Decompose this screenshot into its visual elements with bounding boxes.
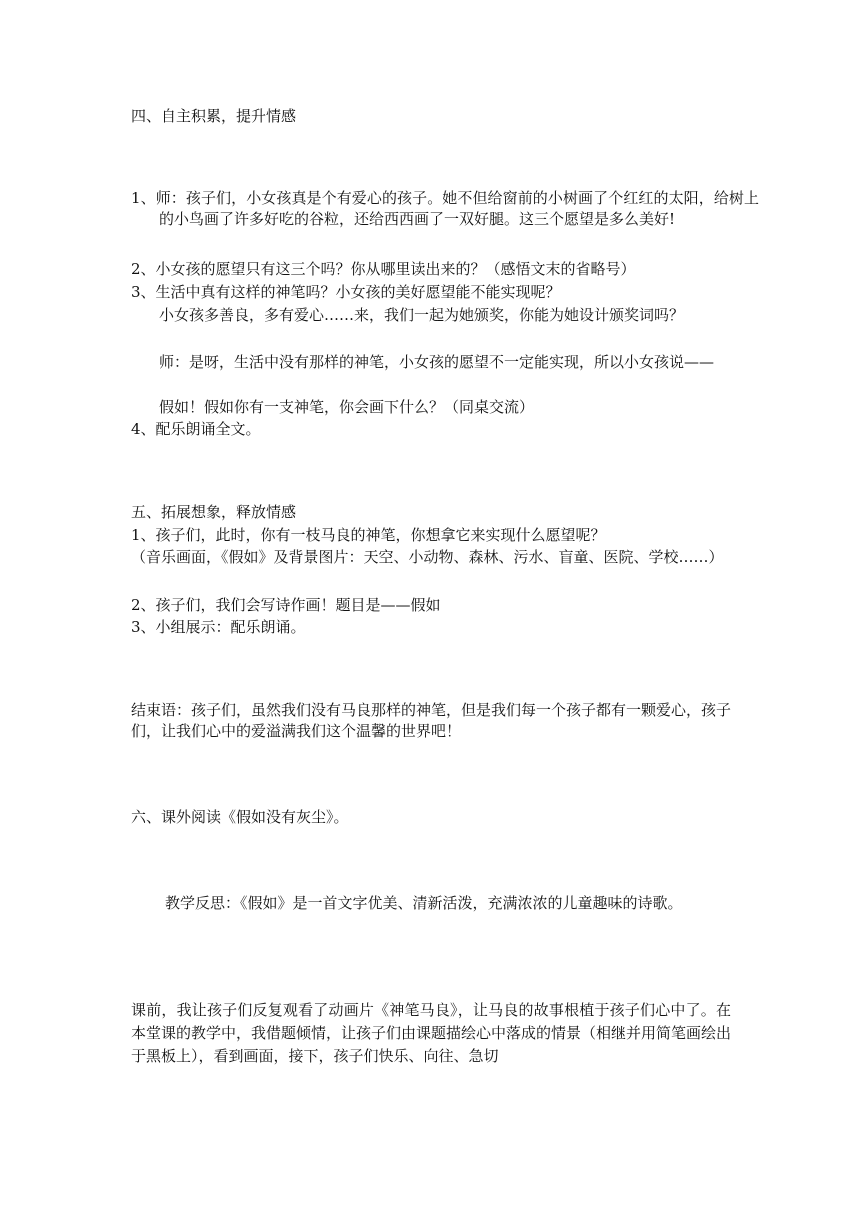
paragraph-reflection-continued: 课前，我让孩子们反复观看了动画片《神笔马良》，让马良的故事根植于孩子们心中了。在本堂课的教学中，我借题倾情，让孩子们由课题描绘心中落成的情景（相继并用简笔画绘出于黑板上），看到画面，接下，孩子们快乐、向往、急切: [131, 1001, 732, 1065]
list-item-5-2: 2、孩子们，我们会写诗作画！题目是——假如: [131, 596, 441, 614]
paragraph-teacher: 师：是呀，生活中没有那样的神笔，小女孩的愿望不一定能实现，所以小女孩说——: [159, 353, 715, 371]
paragraph-reflection: 教学反思：《假如》是一首文字优美、清新活泼，充满浓浓的儿童趣味的诗歌。: [165, 894, 683, 912]
list-item-5-3: 3、小组展示：配乐朗诵。: [131, 618, 306, 636]
list-item-4-3: 3、生活中真有这样的神笔吗？小女孩的美好愿望能不能实现呢？: [131, 283, 561, 301]
paragraph-imagine: 假如！假如你有一支神笔，你会画下什么？（同桌交流）: [159, 398, 535, 416]
paragraph-closing: 结束语：孩子们，虽然我们没有马良那样的神笔，但是我们每一个孩子都有一颗爱心，孩子们，让我们心中的爱溢满我们这个温馨的世界吧！: [131, 701, 732, 740]
list-item-5-1: 1、孩子们，此时，你有一枝马良的神笔，你想拿它来实现什么愿望呢？: [131, 526, 606, 544]
paragraph-award: 小女孩多善良，多有爱心……来，我们一起为她颁奖，你能为她设计颁奖词吗？: [159, 306, 685, 324]
list-item-4-2: 2、小女孩的愿望只有这三个吗？你从哪里读出来的？（感悟文末的省略号）: [131, 260, 636, 278]
list-item-4-4: 4、配乐朗诵全文。: [131, 420, 261, 438]
paragraph-music-note: （音乐画面，《假如》及背景图片：天空、小动物、森林、污水、盲童、医院、学校……）: [131, 548, 724, 566]
section-heading-5: 五、拓展想象，释放情感: [131, 503, 297, 521]
section-heading-6: 六、课外阅读《假如没有灰尘》。: [131, 808, 349, 826]
section-heading-4: 四、自主积累，提升情感: [131, 107, 297, 125]
list-item-4-1: 1、师：孩子们，小女孩真是个有爱心的孩子。她不但给窗前的小树画了个红红的太阳，给树上的小鸟画了许多好吃的谷粒，还给西西画了一双好腿。这三个愿望是多么美好!: [131, 189, 759, 228]
